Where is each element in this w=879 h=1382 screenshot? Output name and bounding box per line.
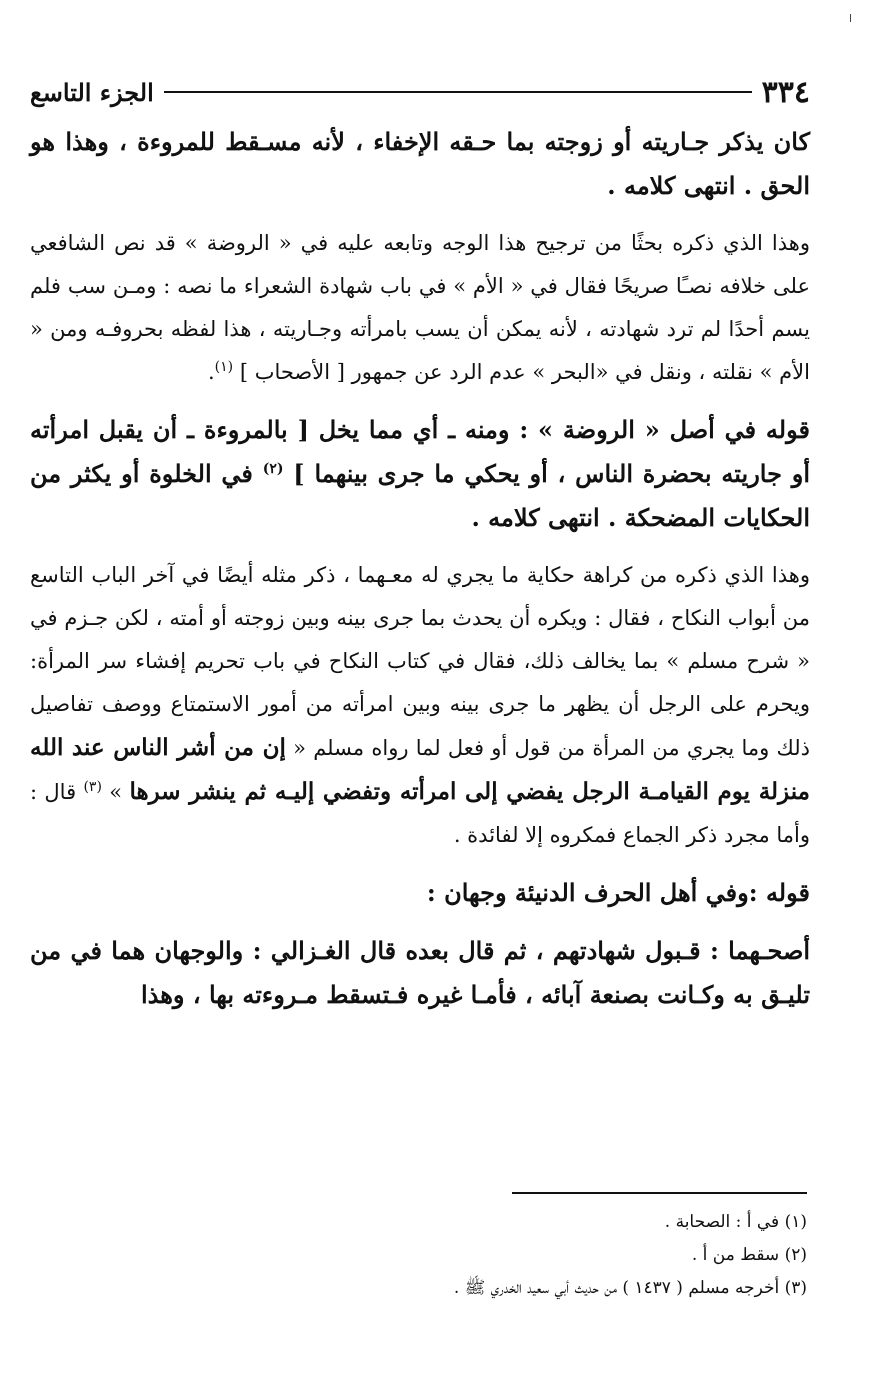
quote-close: » <box>109 780 123 804</box>
corner-mark <box>850 14 851 22</box>
footnote-ref-2[interactable]: (٢) <box>262 461 284 477</box>
paragraph-2-end: . <box>207 360 215 384</box>
hadith-quote: إن من أشر الناس عند الله منزلة يوم القيامـة الرجل يفضي إلى امرأته وتفضي إليـه ثم ينشر سرها <box>30 734 810 805</box>
footnotes <box>67 1206 807 1305</box>
paragraph-3-end: في الخلوة أو يكثر من الحكايات المضحكة . انتهى كلامه . <box>30 459 810 532</box>
footnote-2: (٢) سقط من أ . <box>691 1245 807 1265</box>
running-header <box>30 70 810 114</box>
volume-title: الجزء التاسع <box>30 77 154 107</box>
footnote-rule <box>512 1192 807 1194</box>
paragraph-3 <box>30 408 810 540</box>
paragraph-4-end: قال : وأما مجرد ذكر الجماع فمكروه إلا لفائدة . <box>30 780 810 847</box>
paragraph-4-text: وهذا الذي ذكره من كراهة حكاية ما يجري له معـهما ، ذكر مثله أيضًا في آخر الباب التاسع من أبواب النكاح ، فقال : ويكره أن يحدث بما جرى بينه وبين زوجته أو أمته ، لكن جـزم في « شرح مسلم » بما يخالف ذلك، فقال في كتاب النكاح في باب تحريم إفشاء سر المرأة: ويحرم على الرجل أن يظهر ما جرى بينه وبين امرأته من أمور الاستمتاع ووصف تفاصيل ذلك وما يجري من المرأة من قول أو فعل لما رواه مسلم « <box>30 563 810 760</box>
header-rule <box>164 91 752 93</box>
footnote-ref-3[interactable]: (٣) <box>83 779 102 795</box>
footnote-ref-1[interactable]: (١) <box>214 359 234 375</box>
paragraph-5: قوله :وفي أهل الحرف الدنيئة وجهان : <box>426 878 810 907</box>
footnote-3: (٣) أخرجه مسلم ( ١٤٣٧ ) من حديث أبي سعيد الخدري ﷺ . <box>453 1278 807 1298</box>
page-number: ٣٣٤ <box>761 74 810 110</box>
footnote-1: (١) في أ : الصحابة . <box>664 1212 807 1232</box>
paragraph-4 <box>30 554 810 857</box>
page-body <box>30 70 810 1031</box>
paragraph-3-text: قوله في أصل « الروضة » : ومنه ـ أي مما يخل [ بالمروءة ـ أن يقبل امرأته أو جاريته بحضرة الناس ، أو يحكي ما جرى بينهما ] <box>30 415 810 488</box>
paragraph-2-text: وهذا الذي ذكره بحثًا من ترجيح هذا الوجه وتابعه عليه في « الروضة » قد نص الشافعي على خلافه نصـًا صريحًا فقال في « الأم » في باب شهادة الشعراء ما نصه : ومـن سب فلم يسم أحدًا لم ترد شهادته ، لأنه يمكن أن يسب بامرأته وجـاريته ، هذا لفظه بحروفـه ومن « الأم » نقلته ، ونقل في «البحر » عدم الرد عن جمهور [ الأصحاب ] <box>30 231 810 384</box>
paragraph-1: كان يذكر جـاريته أو زوجته بما حـقه الإخفاء ، لأنه مسـقط للمروءة ، وهذا هو الحق . انتهى كلامه . <box>30 127 810 200</box>
paragraph-2 <box>30 222 810 394</box>
paragraph-6: أصحـهما : قـبول شهادتهم ، ثم قال بعده قال الغـزالي : والوجهان هما في من تليـق به وكـانت بصنعة آبائه ، فأمـا غيره فـتسقط مـروءته بها ، وهذا <box>30 936 810 1009</box>
